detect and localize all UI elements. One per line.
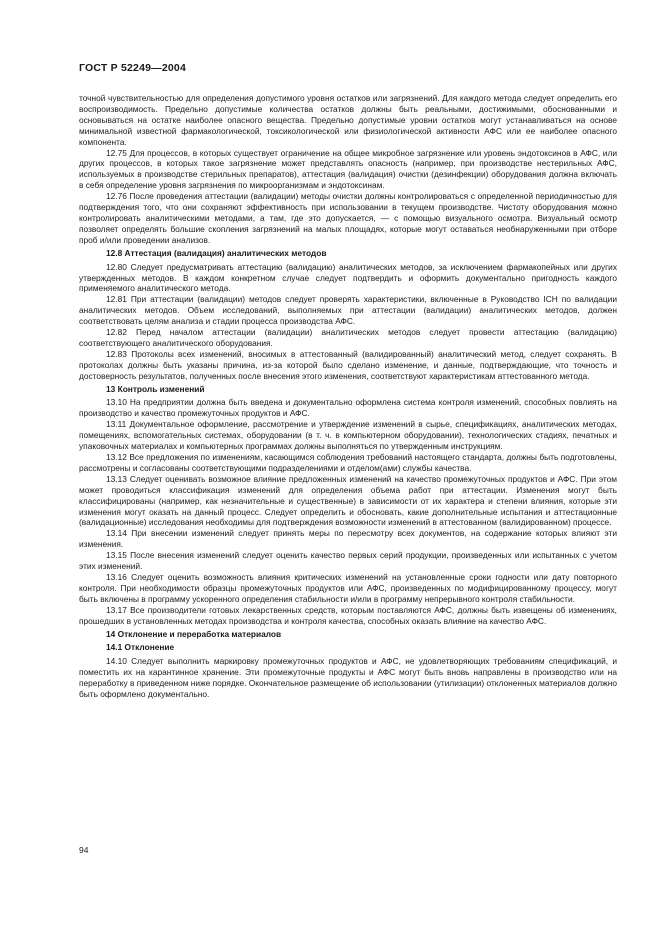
paragraph-13-12: 13.12 Все предложения по изменениям, касающимся соблюдения требований настоящего стандарта, должны быть подготовлены, рассмотрены и согласованы соответствующими подразделениями и отделом(ами) службы качества. [79, 452, 617, 473]
paragraph-13-10: 13.10 На предприятии должна быть введена и документально оформлена система контроля изменений, способных повлиять на производство и качество промежуточных продуктов и АФС. [79, 397, 617, 419]
paragraph-continuation: точной чувствительностью для определения допустимого уровня остатков или загрязнений. Для каждого метода следует определить его воспроизводимость. Предельно допустимые количества остатков должны быть реальными, достижимыми, обоснованными и основываться на остатке наиболее опасного вещества. Предельно допустимые уровни остатков могут устанавливаться на основе минимальной известной фармакологической, токсикологической или физиологической активности АФС или ее наиболее опасного компонента. [79, 93, 617, 147]
page-header-standard-title: ГОСТ Р 52249—2004 [79, 62, 187, 74]
page-number: 94 [79, 845, 89, 855]
page-body [79, 93, 617, 700]
paragraph-13-16: 13.16 Следует оценить возможность влияния критических изменений на установленные сроки годности или дату повторного контроля. При необходимости образцы промежуточных продуктов или АФС, произведенных по модифицированному процессу, могут быть включены в программу ускоренного определения стабильности и/или в программу непрерывного контроля стабильности. [79, 571, 617, 604]
paragraph-13-17: 13.17 Все производители готовых лекарственных средств, которым поставляются АФС, должны быть извещены об изменениях, прошедших в установленных методах производства и контроля качества, способных оказать влияние на качество АФС. [79, 604, 617, 626]
section-heading-12-8: 12.8 Аттестация (валидация) аналитических методов [106, 247, 327, 258]
paragraph-13-13: 13.13 Следует оценивать возможное влияние предложенных изменений на качество промежуточных продуктов и АФС. При этом может проводиться классификация изменений для определения объема работ при аттестации. Изменения могут быть классифицированы (например, как незначительные и существенные) в зависимости от их характера и степени влияния, которые эти изменения могут оказать на данный процесс. Следует определить и обосновать, какие дополнительные испытания и аттестационные (валидационные) исследования необходимы для подтверждения возможности изменений в аттестованном (валидированном) процессе. [79, 473, 617, 528]
section-heading-13: 13 Контроль изменений [106, 383, 205, 394]
section-heading-14-1: 14.1 Отклонение [106, 642, 175, 653]
paragraph-12-76: 12.76 После проведения аттестации (валидации) методы очистки должны контролироваться с определенной периодичностью для подтверждения того, что они сохраняют эффективность при использовании в текущем производстве. Чистоту оборудования можно контролировать аналитическими методами, а там, где это допускается, — с помощью визуального осмотра. Визуальный осмотр позволяет определять большие скопления загрязнений на малых площадях, которые могут оставаться необнаруженными при отборе проб и/или проведении анализов. [79, 191, 617, 245]
section-heading-14: 14 Отклонение и переработка материалов [106, 628, 282, 639]
paragraph-13-14: 13.14 При внесении изменений следует принять меры по пересмотру всех документов, на содержание которых влияют эти изменения. [79, 528, 617, 550]
paragraph-12-83: 12.83 Протоколы всех изменений, вносимых в аттестованный (валидированный) аналитический метод, следует сохранять. В протоколах должны быть указаны причина, из-за которой было сделано изменение, и данные, подтверждающие, что точность и достоверность результатов, полученных после внесения этого изменения, соответствуют характеристикам аттестованного метода. [79, 348, 617, 381]
paragraph-12-82: 12.82 Перед началом аттестации (валидации) аналитических методов следует провести аттестацию (валидацию) соответствующего аналитического оборудования. [79, 327, 617, 348]
paragraph-12-80: 12.80 Следует предусматривать аттестацию (валидацию) аналитических методов, за исключением фармакопейных или других утвержденных методов. В каждом конкретном случае следует подтвердить и оформить документально пригодность каждого применяемого аналитического метода. [79, 261, 617, 294]
paragraph-12-81: 12.81 При аттестации (валидации) методов следует проверять характеристики, включенные в Руководство ICH по валидации аналитических методов. Объем исследований, выполняемых при аттестации (валидации) аналитических методов, должен соответствовать целям анализа и стадии процесса производства АФС. [79, 294, 617, 327]
paragraph-14-10: 14.10 Следует выполнить маркировку промежуточных продуктов и АФС, не удовлетворяющих требованиям спецификаций, и поместить их на карантинное хранение. Эти промежуточные продукты и АФС могут быть вновь направлены в производство или на переработку в приведенном ниже порядке. Окончательное размещение об использовании (утилизации) отклоненных материалов должно быть оформлено документально. [79, 656, 617, 700]
paragraph-12-75: 12.75 Для процессов, в которых существует ограничение на общее микробное загрязнение или уровень эндотоксинов в АФС, или других процессов, в которых такое загрязнение может представлять опасность (например, при производстве нестерильных АФС, используемых в производстве стерильных препаратов), аттестация (валидация) очистки (дезинфекции) оборудования должна включать в себя определение уровня загрязнения по микроорганизмам и эндотоксинам. [79, 147, 617, 191]
paragraph-13-15: 13.15 После внесения изменений следует оценить качество первых серий продукции, произведенных или испытанных с учетом этих изменений. [79, 550, 617, 572]
paragraph-13-11: 13.11 Документальное оформление, рассмотрение и утверждение изменений в сырье, спецификациях, аналитических методах, помещениях, вспомогательных системах, оборудовании (в т. ч. в компьютерном оборудовании), технологических стадиях, печатных и упаковочных материалах и компьютерных программах должны выполняться по утвержденным инструкциям. [79, 419, 617, 452]
